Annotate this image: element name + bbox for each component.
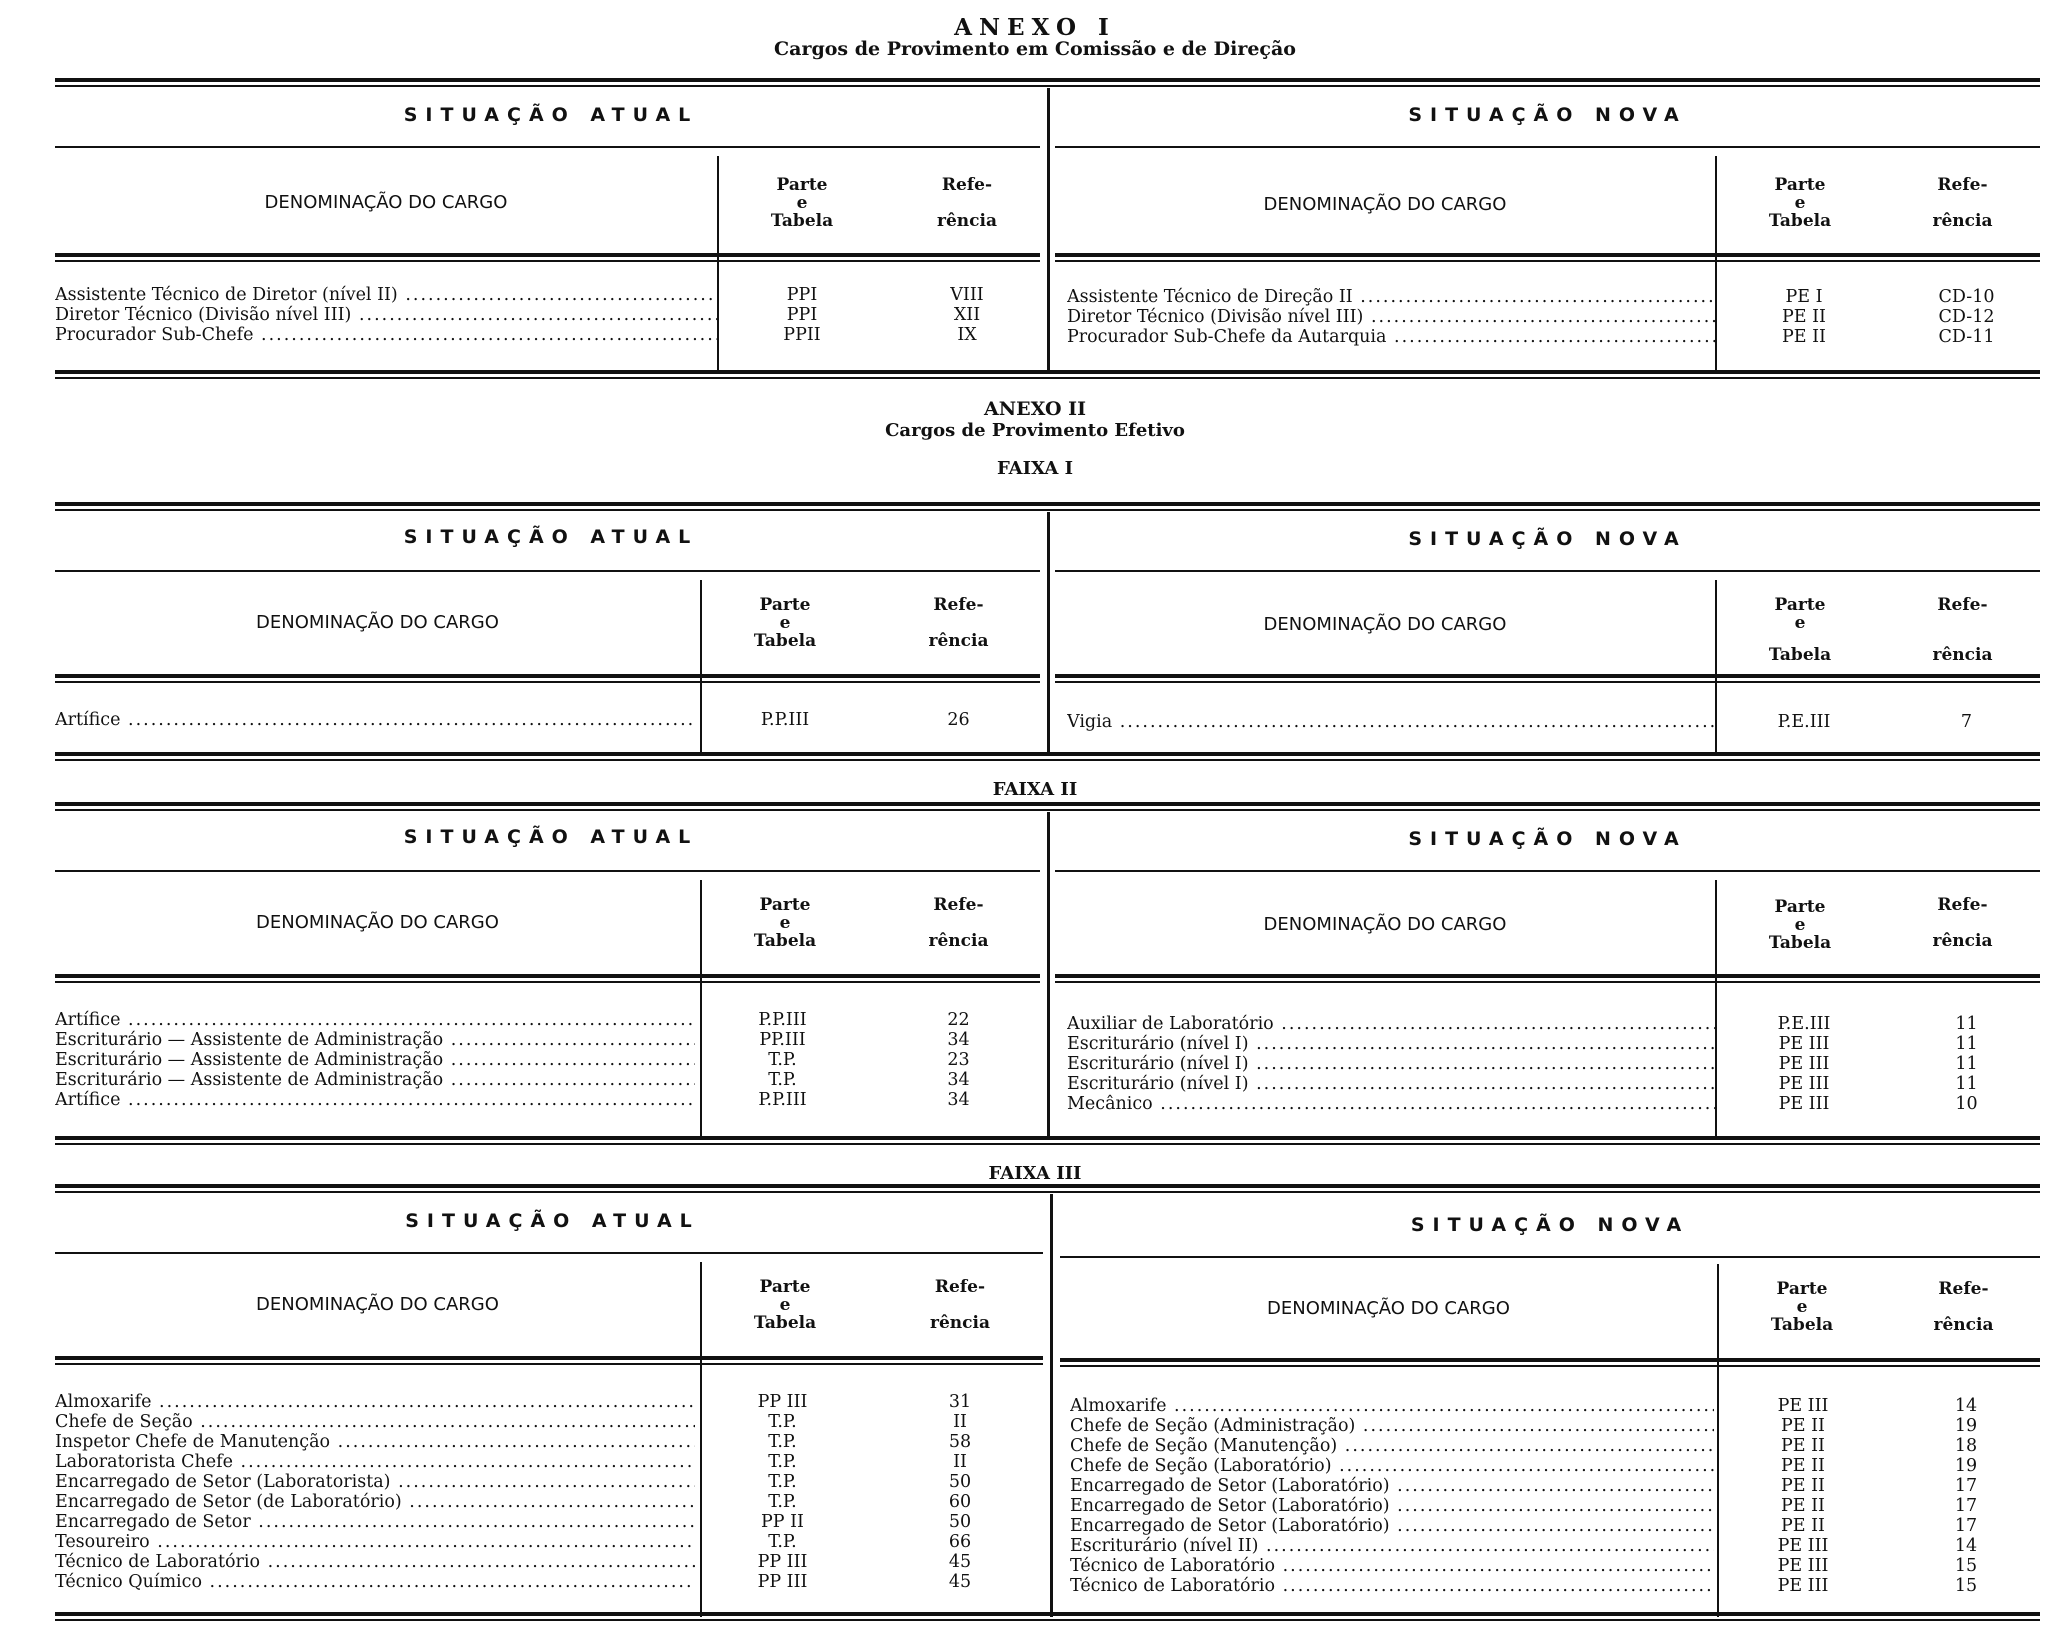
cargo-name: Diretor Técnico (Divisão nível III) ..... (1067, 307, 1715, 327)
parte-tabela: PE II (1781, 1496, 1825, 1516)
label-parte: Parte (1774, 175, 1826, 195)
table-row (1067, 1054, 2040, 1074)
rule (1055, 570, 2040, 572)
referencia: 11 (1955, 1014, 1978, 1034)
header-parte-tabela (700, 896, 870, 950)
rows-nova (1067, 1014, 2040, 1114)
cargo-name: Tesoureiro ..... (55, 1532, 695, 1552)
referencia: 45 (948, 1552, 972, 1572)
label-parte: Parte (759, 895, 811, 915)
rows-nova (1070, 1396, 2040, 1596)
table-row (1070, 1496, 2040, 1516)
parte-tabela: PE II (1781, 1416, 1825, 1436)
label-e: e (779, 613, 791, 633)
cargo-name: Encarregado de Setor (de Laboratório) ..... (55, 1492, 695, 1512)
header-situacao-atual: SITUAÇÃO ATUAL (403, 526, 699, 548)
rule (55, 502, 2040, 511)
referencia: 22 (947, 1010, 970, 1030)
faixa1-label: FAIXA I (996, 458, 1074, 479)
referencia: CD-12 (1938, 307, 1995, 327)
cargo-name: Encarregado de Setor (Laboratorista) ..... (55, 1472, 695, 1492)
header-parte-tabela (1715, 898, 1885, 952)
label-tabela: Tabela (1768, 211, 1832, 231)
rule (55, 1184, 2040, 1193)
rule (1060, 1358, 2040, 1367)
header-denominacao: DENOMINAÇÃO DO CARGO (256, 612, 499, 633)
rule (1055, 146, 2040, 148)
rule (1055, 674, 2040, 683)
header-denominacao: DENOMINAÇÃO DO CARGO (256, 1294, 499, 1315)
cargo-name: Inspetor Chefe de Manutenção ..... (55, 1432, 695, 1452)
header-denominacao: DENOMINAÇÃO DO CARGO (1263, 614, 1507, 635)
rule (1055, 870, 2040, 872)
header-parte-tabela (717, 176, 887, 230)
label-ref2: rência (928, 631, 989, 651)
label-tabela: Tabela (753, 931, 817, 951)
table-row (1070, 1396, 2040, 1416)
table-row (55, 285, 1047, 305)
header-referencia (870, 1278, 1050, 1332)
label-ref1: Refe- (1937, 175, 1988, 195)
annex2-subtitle: Cargos de Provimento Efetivo (885, 420, 1185, 441)
referencia: 26 (947, 710, 970, 730)
table-row (1067, 307, 2040, 327)
table-row (1070, 1436, 2040, 1456)
header-denominacao: DENOMINAÇÃO DO CARGO (1267, 1298, 1510, 1319)
parte-tabela: T.P. (768, 1532, 797, 1552)
cargo-name: Mecânico ..... (1067, 1094, 1715, 1114)
label-ref1: Refe- (933, 595, 984, 615)
referencia: 19 (1954, 1416, 1978, 1436)
annex1-subtitle: Cargos de Provimento em Comissão e de Direção (774, 38, 1296, 60)
table-row (1067, 1094, 2040, 1114)
label-ref2: rência (1932, 645, 1993, 665)
parte-tabela: T.P. (768, 1432, 797, 1452)
parte-tabela: PE II (1782, 307, 1826, 327)
column-divider (1047, 812, 1050, 1140)
table-row (1067, 1014, 2040, 1034)
rows-atual (55, 1392, 1050, 1592)
table-row (55, 1090, 1047, 1110)
label-ref1: Refe- (1937, 595, 1988, 615)
header-situacao-nova: SITUAÇÃO NOVA (1408, 528, 1687, 550)
table-row (55, 1532, 1050, 1552)
table-row (55, 1492, 1050, 1512)
header-situacao-atual: SITUAÇÃO ATUAL (405, 1210, 700, 1232)
parte-tabela: PE III (1777, 1556, 1829, 1576)
referencia: II (953, 1412, 967, 1432)
cargo-name: Chefe de Seção (Manutenção) ..... (1070, 1436, 1714, 1456)
rule (1055, 253, 2040, 262)
parte-tabela: PE III (1778, 1054, 1830, 1074)
label-tabela: Tabela (1768, 933, 1832, 953)
header-denominacao: DENOMINAÇÃO DO CARGO (1263, 914, 1507, 935)
table-row (1067, 287, 2040, 307)
table-row (1070, 1576, 2040, 1596)
referencia: CD-10 (1938, 287, 1995, 307)
table-row (1067, 1074, 2040, 1094)
table-row (55, 305, 1047, 325)
cargo-name: Chefe de Seção (Administração) ..... (1070, 1416, 1714, 1436)
parte-tabela: P.E.III (1777, 1014, 1831, 1034)
cargo-name: Laboratorista Chefe ..... (55, 1452, 695, 1472)
parte-tabela: PE II (1781, 1476, 1825, 1496)
cargo-name: Vigia ..... (1067, 712, 1715, 732)
table-row (55, 1050, 1047, 1070)
parte-tabela: PP II (761, 1512, 804, 1532)
cargo-name: Escriturário (nível II) ..... (1070, 1536, 1714, 1556)
header-situacao-atual: SITUAÇÃO ATUAL (403, 826, 699, 848)
annex2-title: ANEXO II (984, 398, 1086, 420)
label-ref2: rência (928, 931, 989, 951)
rule (55, 1136, 2040, 1145)
referencia: 14 (1954, 1396, 1978, 1416)
table-row (55, 1452, 1050, 1472)
referencia: 18 (1954, 1436, 1978, 1456)
parte-tabela: PE III (1777, 1396, 1829, 1416)
annex1-title: ANEXO I (954, 14, 1116, 41)
table-row (1070, 1536, 2040, 1556)
referencia: 50 (948, 1472, 972, 1492)
parte-tabela: PE II (1782, 327, 1826, 347)
header-parte-tabela (1715, 596, 1885, 664)
parte-tabela: T.P. (768, 1412, 797, 1432)
label-e: e (1794, 613, 1806, 633)
cargo-name: Auxiliar de Laboratório ..... (1067, 1014, 1715, 1034)
rows-atual (55, 285, 1047, 345)
label-e: e (796, 193, 808, 213)
parte-tabela: T.P. (768, 1070, 797, 1090)
table-row (1070, 1556, 2040, 1576)
rule (55, 802, 2040, 811)
rows-nova (1067, 287, 2040, 347)
cargo-name: Encarregado de Setor (Laboratório) ..... (1070, 1496, 1714, 1516)
label-e: e (1794, 915, 1806, 935)
referencia: 17 (1954, 1496, 1978, 1516)
parte-tabela: PE III (1777, 1536, 1829, 1556)
cargo-name: Diretor Técnico (Divisão nível III) ..... (55, 305, 717, 325)
table-anexo1 (55, 78, 2040, 385)
header-parte-tabela (1717, 1280, 1887, 1334)
header-referencia (887, 176, 1047, 230)
label-ref2: rência (1933, 1315, 1994, 1335)
table-row (1067, 712, 2040, 732)
parte-tabela: PP III (757, 1392, 808, 1412)
referencia: 17 (1954, 1476, 1978, 1496)
label-ref2: rência (1932, 211, 1993, 231)
faixa2-label: FAIXA II (992, 779, 1078, 800)
header-situacao-nova: SITUAÇÃO NOVA (1408, 104, 1687, 126)
parte-tabela: PE II (1781, 1516, 1825, 1536)
rows-atual (55, 1010, 1047, 1110)
rule (55, 78, 2040, 87)
referencia: 7 (1960, 712, 1973, 732)
cargo-name: Escriturário (nível I) ..... (1067, 1034, 1715, 1054)
rows-nova (1067, 712, 2040, 732)
cargo-name: Almoxarife ..... (1070, 1396, 1714, 1416)
header-referencia (1885, 896, 2040, 950)
label-ref2: rência (937, 211, 997, 231)
referencia: 19 (1954, 1456, 1978, 1476)
label-ref1: Refe- (934, 1277, 986, 1297)
label-ref2: rência (1932, 931, 1993, 951)
label-parte: Parte (1774, 897, 1826, 917)
header-referencia (1885, 596, 2040, 664)
label-parte: Parte (759, 595, 811, 615)
cargo-name: Escriturário (nível I) ..... (1067, 1074, 1715, 1094)
cargo-name: Encarregado de Setor ..... (55, 1512, 695, 1532)
table-row (55, 1030, 1047, 1050)
label-tabela: Tabela (770, 211, 834, 231)
cargo-name: Artífice ..... (55, 710, 695, 730)
header-situacao-nova: SITUAÇÃO NOVA (1408, 828, 1687, 850)
rule (55, 752, 2040, 761)
parte-tabela: P.P.III (758, 1010, 807, 1030)
referencia: 11 (1955, 1074, 1978, 1094)
rule (1060, 1256, 2040, 1258)
referencia: II (953, 1452, 967, 1472)
referencia: 34 (947, 1030, 970, 1050)
referencia: 45 (948, 1572, 972, 1592)
rule (1055, 974, 2040, 983)
cargo-name: Almoxarife ..... (55, 1392, 695, 1412)
referencia: IX (957, 325, 977, 345)
table-faixa3 (55, 1184, 2040, 1629)
label-parte: Parte (1776, 1279, 1828, 1299)
parte-tabela: T.P. (768, 1452, 797, 1472)
header-referencia (1885, 176, 2040, 230)
cargo-name: Encarregado de Setor (Laboratório) ..... (1070, 1516, 1714, 1536)
rule (55, 870, 1040, 872)
referencia: XII (953, 305, 981, 325)
header-referencia (1887, 1280, 2040, 1334)
cargo-name: Procurador Sub-Chefe da Autarquia ..... (1067, 327, 1715, 347)
header-referencia (870, 896, 1047, 950)
parte-tabela: PPI (786, 305, 818, 325)
table-row (55, 1392, 1050, 1412)
parte-tabela: PP III (757, 1552, 808, 1572)
referencia: 23 (947, 1050, 970, 1070)
label-ref2: rência (930, 1313, 990, 1333)
cargo-name: Escriturário (nível I) ..... (1067, 1054, 1715, 1074)
parte-tabela: PE II (1781, 1456, 1825, 1476)
cargo-name: Técnico de Laboratório ..... (1070, 1576, 1714, 1596)
header-parte-tabela (700, 596, 870, 650)
cargo-name: Encarregado de Setor (Laboratório) ..... (1070, 1476, 1714, 1496)
cargo-name: Artífice ..... (55, 1010, 695, 1030)
parte-tabela: T.P. (768, 1472, 797, 1492)
label-parte: Parte (776, 175, 828, 195)
cargo-name: Chefe de Seção ..... (55, 1412, 695, 1432)
label-tabela: Tabela (753, 631, 817, 651)
rule (55, 974, 1040, 983)
table-row (55, 325, 1047, 345)
label-ref1: Refe- (941, 175, 993, 195)
label-e: e (779, 913, 791, 933)
parte-tabela: P.E.III (1777, 712, 1831, 732)
label-tabela: Tabela (753, 1313, 817, 1333)
parte-tabela: PE III (1778, 1074, 1830, 1094)
table-row (1070, 1416, 2040, 1436)
parte-tabela: PPII (783, 325, 821, 345)
parte-tabela: T.P. (768, 1492, 797, 1512)
parte-tabela: PE III (1778, 1034, 1830, 1054)
parte-tabela: PP.III (759, 1030, 806, 1050)
label-tabela: Tabela (1768, 645, 1832, 665)
parte-tabela: PPI (786, 285, 818, 305)
table-faixa1 (55, 502, 2040, 768)
parte-tabela: PE III (1778, 1094, 1830, 1114)
table-row (55, 1010, 1047, 1030)
rule (55, 370, 2040, 379)
header-denominacao: DENOMINAÇÃO DO CARGO (264, 192, 508, 213)
referencia: 15 (1954, 1576, 1978, 1596)
rows-atual (55, 710, 1047, 730)
header-denominacao: DENOMINAÇÃO DO CARGO (1263, 194, 1507, 215)
header-denominacao: DENOMINAÇÃO DO CARGO (256, 912, 499, 933)
referencia: VIII (950, 285, 984, 305)
cargo-name: Chefe de Seção (Laboratório) ..... (1070, 1456, 1714, 1476)
parte-tabela: P.P.III (760, 710, 810, 730)
table-row (55, 1552, 1050, 1572)
referencia: 10 (1955, 1094, 1978, 1114)
referencia: CD-11 (1938, 327, 1995, 347)
label-ref1: Refe- (1938, 1279, 1989, 1299)
parte-tabela: T.P. (768, 1050, 797, 1070)
cargo-name: Assistente Técnico de Direção II ..... (1067, 287, 1715, 307)
referencia: 34 (947, 1070, 970, 1090)
referencia: 15 (1954, 1556, 1978, 1576)
rule (55, 146, 1040, 148)
cargo-name: Artífice ..... (55, 1090, 695, 1110)
parte-tabela: PE II (1781, 1436, 1825, 1456)
cargo-name: Assistente Técnico de Diretor (nível II) ..... (55, 285, 717, 305)
header-referencia (870, 596, 1047, 650)
table-row (55, 1512, 1050, 1532)
header-parte-tabela (700, 1278, 870, 1332)
label-parte: Parte (759, 1277, 811, 1297)
table-row (1070, 1516, 2040, 1536)
cargo-name: Procurador Sub-Chefe ..... (55, 325, 717, 345)
cargo-name: Técnico de Laboratório ..... (1070, 1556, 1714, 1576)
label-e: e (1794, 193, 1806, 213)
header-situacao-nova: SITUAÇÃO NOVA (1410, 1214, 1690, 1236)
table-row (1070, 1476, 2040, 1496)
referencia: 14 (1954, 1536, 1978, 1556)
referencia: 31 (948, 1392, 972, 1412)
cargo-name: Escriturário — Assistente de Administração ..... (55, 1030, 695, 1050)
table-row (55, 1412, 1050, 1432)
header-situacao-atual: SITUAÇÃO ATUAL (403, 104, 699, 126)
referencia: 50 (948, 1512, 972, 1532)
rule (55, 1612, 2040, 1621)
column-divider (1047, 88, 1050, 373)
label-e: e (779, 1295, 791, 1315)
table-faixa2 (55, 802, 2040, 1152)
header-parte-tabela (1715, 176, 1885, 230)
label-tabela: Tabela (1770, 1315, 1834, 1335)
label-parte: Parte (1774, 595, 1826, 615)
table-row (55, 1472, 1050, 1492)
rule (55, 253, 1040, 262)
referencia: 66 (948, 1532, 972, 1552)
rule (55, 674, 1040, 683)
cargo-name: Técnico Químico ..... (55, 1572, 695, 1592)
cargo-name: Técnico de Laboratório ..... (55, 1552, 695, 1572)
parte-tabela: P.P.III (758, 1090, 807, 1110)
table-row (1067, 1034, 2040, 1054)
table-row (55, 1572, 1050, 1592)
cargo-name: Escriturário — Assistente de Administração ..... (55, 1050, 695, 1070)
table-row (55, 1432, 1050, 1452)
label-ref1: Refe- (1937, 895, 1988, 915)
referencia: 58 (948, 1432, 972, 1452)
parte-tabela: PP III (757, 1572, 808, 1592)
label-ref1: Refe- (933, 895, 984, 915)
table-row (55, 710, 1047, 730)
table-row (1067, 327, 2040, 347)
table-row (55, 1070, 1047, 1090)
label-e: e (1796, 1297, 1808, 1317)
parte-tabela: PE I (1785, 287, 1823, 307)
referencia: 11 (1955, 1054, 1978, 1074)
referencia: 34 (947, 1090, 970, 1110)
column-divider (1047, 512, 1050, 756)
rule (55, 1356, 1043, 1365)
table-row (1070, 1456, 2040, 1476)
rule (55, 1252, 1043, 1254)
referencia: 60 (948, 1492, 972, 1512)
referencia: 11 (1955, 1034, 1978, 1054)
parte-tabela: PE III (1777, 1576, 1829, 1596)
column-divider (1050, 1194, 1053, 1617)
cargo-name: Escriturário — Assistente de Administração ..... (55, 1070, 695, 1090)
faixa3-label: FAIXA III (988, 1163, 1082, 1184)
rule (55, 570, 1040, 572)
referencia: 17 (1954, 1516, 1978, 1536)
